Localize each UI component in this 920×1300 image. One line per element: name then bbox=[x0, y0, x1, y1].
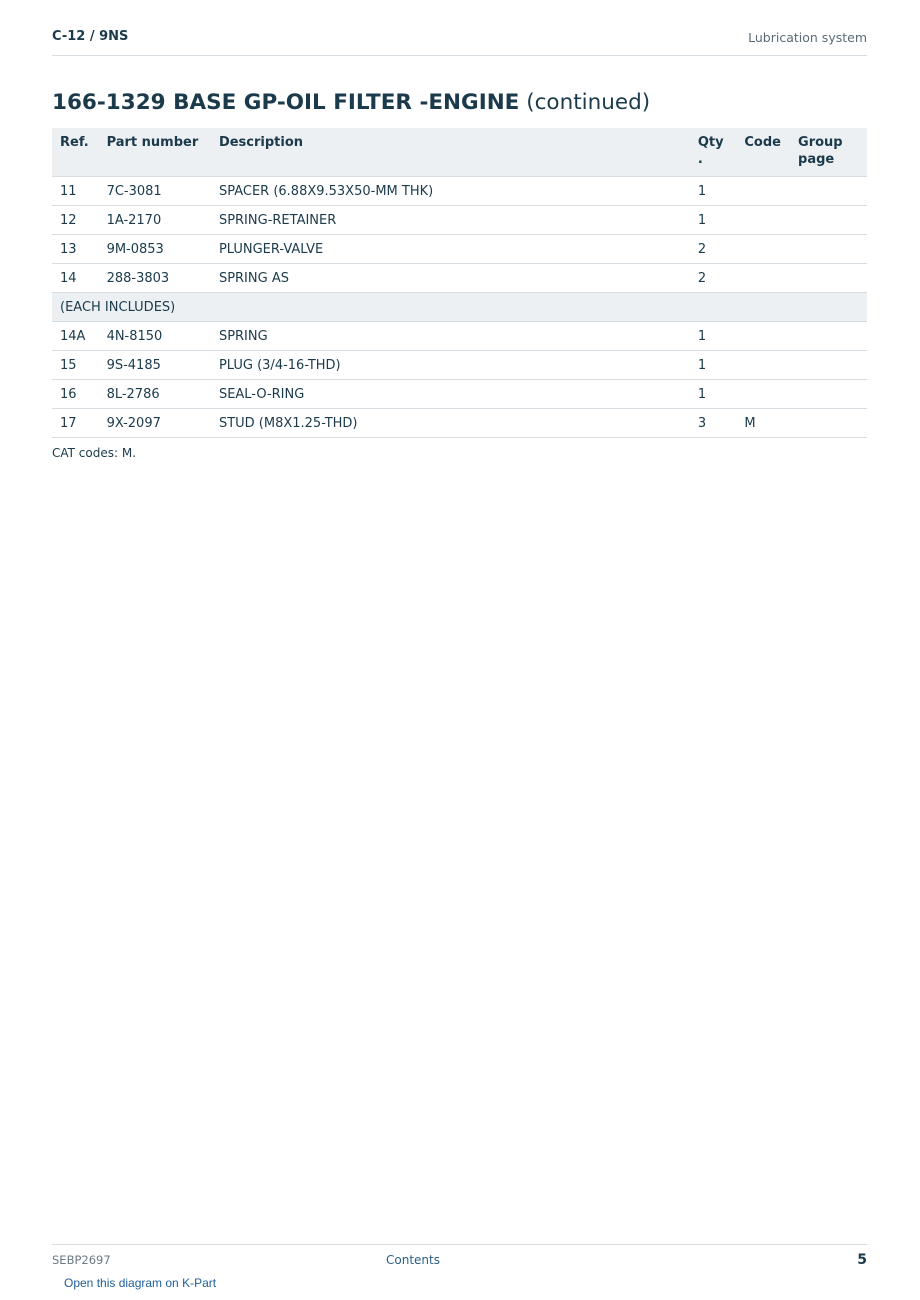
cell-qty: 1 bbox=[690, 322, 737, 351]
cell-qty: 1 bbox=[690, 380, 737, 409]
table-row bbox=[52, 264, 867, 293]
assembly-title: 166-1329 BASE GP-OIL FILTER -ENGINE bbox=[52, 90, 520, 115]
cell-group-page bbox=[790, 264, 867, 293]
document-id: SEBP2697 bbox=[52, 1253, 111, 1267]
cell-part-number: 8L-2786 bbox=[99, 380, 211, 409]
cell-code: M bbox=[736, 409, 790, 438]
group-header-row bbox=[52, 293, 867, 322]
cell-qty: 1 bbox=[690, 351, 737, 380]
cell-description: PLUG (3/4-16-THD) bbox=[211, 351, 690, 380]
column-header-code: Code bbox=[736, 128, 790, 177]
contents-link[interactable]: Contents bbox=[386, 1253, 440, 1267]
cell-group-page bbox=[790, 235, 867, 264]
column-header-ref: Ref. bbox=[52, 128, 99, 177]
cell-part-number: 4N-8150 bbox=[99, 322, 211, 351]
section-name: Lubrication system bbox=[748, 30, 867, 45]
cell-part-number: 1A-2170 bbox=[99, 206, 211, 235]
model-serial-label: C-12 / 9NS bbox=[52, 29, 129, 44]
page-title bbox=[52, 90, 650, 115]
column-header-part-number: Part number bbox=[99, 128, 211, 177]
cell-ref: 13 bbox=[52, 235, 99, 264]
table-body bbox=[52, 177, 867, 438]
cell-code bbox=[736, 206, 790, 235]
cell-code bbox=[736, 264, 790, 293]
cell-qty: 3 bbox=[690, 409, 737, 438]
cell-description: SEAL-O-RING bbox=[211, 380, 690, 409]
table-row bbox=[52, 380, 867, 409]
column-header-qty: Qty . bbox=[690, 128, 737, 177]
footer-divider bbox=[52, 1244, 867, 1245]
cell-group-page bbox=[790, 206, 867, 235]
cell-code bbox=[736, 380, 790, 409]
cell-ref: 14 bbox=[52, 264, 99, 293]
cell-code bbox=[736, 322, 790, 351]
page-header bbox=[52, 29, 867, 56]
cell-group-page bbox=[790, 177, 867, 206]
cell-description: STUD (M8X1.25-THD) bbox=[211, 409, 690, 438]
table-row bbox=[52, 177, 867, 206]
continued-label: (continued) bbox=[526, 90, 651, 115]
cell-description: SPRING AS bbox=[211, 264, 690, 293]
cell-qty: 1 bbox=[690, 206, 737, 235]
cell-ref: 17 bbox=[52, 409, 99, 438]
cell-ref: 15 bbox=[52, 351, 99, 380]
cell-qty: 1 bbox=[690, 177, 737, 206]
cell-ref: 16 bbox=[52, 380, 99, 409]
table-row bbox=[52, 409, 867, 438]
cell-qty: 2 bbox=[690, 235, 737, 264]
cell-group-page bbox=[790, 351, 867, 380]
cell-description: SPRING bbox=[211, 322, 690, 351]
column-header-description: Description bbox=[211, 128, 690, 177]
cell-description: PLUNGER-VALVE bbox=[211, 235, 690, 264]
cell-description: SPRING-RETAINER bbox=[211, 206, 690, 235]
table-row bbox=[52, 322, 867, 351]
cell-ref: 11 bbox=[52, 177, 99, 206]
table-row bbox=[52, 206, 867, 235]
cell-code bbox=[736, 177, 790, 206]
table-row bbox=[52, 235, 867, 264]
parts-table bbox=[52, 128, 867, 438]
cell-code bbox=[736, 351, 790, 380]
table-header-row bbox=[52, 128, 867, 177]
cell-ref: 14A bbox=[52, 322, 99, 351]
cell-group-page bbox=[790, 380, 867, 409]
cell-part-number: 9S-4185 bbox=[99, 351, 211, 380]
open-kpart-link[interactable]: Open this diagram on K-Part bbox=[64, 1276, 217, 1290]
cell-part-number: 288-3803 bbox=[99, 264, 211, 293]
cell-part-number: 9M-0853 bbox=[99, 235, 211, 264]
cat-codes-note: CAT codes: M. bbox=[52, 446, 137, 460]
table-row bbox=[52, 351, 867, 380]
cell-part-number: 9X-2097 bbox=[99, 409, 211, 438]
column-header-group-page: Group page bbox=[790, 128, 867, 177]
cell-qty: 2 bbox=[690, 264, 737, 293]
cell-group-page bbox=[790, 409, 867, 438]
cell-group-page bbox=[790, 322, 867, 351]
group-label: (EACH INCLUDES) bbox=[52, 293, 867, 322]
page-number: 5 bbox=[857, 1252, 867, 1268]
cell-part-number: 7C-3081 bbox=[99, 177, 211, 206]
cell-ref: 12 bbox=[52, 206, 99, 235]
cell-code bbox=[736, 235, 790, 264]
cell-description: SPACER (6.88X9.53X50-MM THK) bbox=[211, 177, 690, 206]
